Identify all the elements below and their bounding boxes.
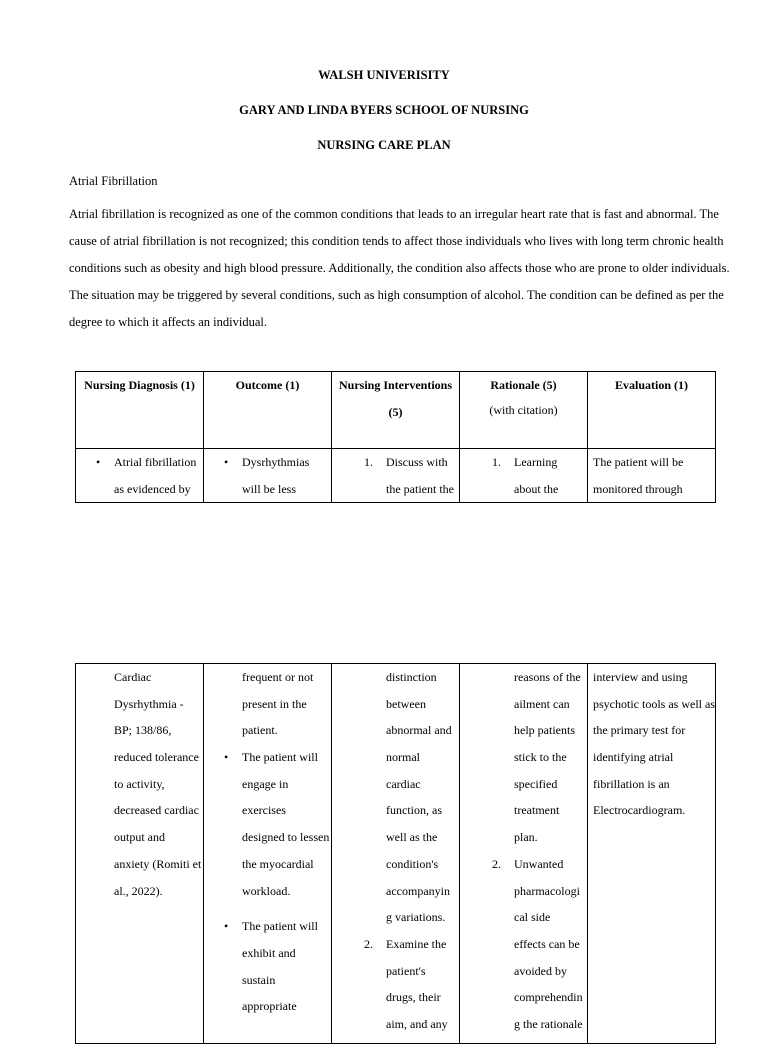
table-row	[76, 449, 716, 503]
cell-diagnosis: • Atrial fibrillation as evidenced by	[76, 449, 204, 503]
cell-evaluation: interview and using psychotic tools as well as the primary test for identifying atrial fibrillation is an Electrocardiogram.	[588, 664, 716, 1044]
paragraph-line: conditions such as obesity and high blood pressure. Additionally, the condition also affects those who are prone to older individuals.	[69, 261, 730, 275]
cell-outcome: • Dysrhythmias will be less	[204, 449, 332, 503]
care-plan-table-part2	[75, 663, 716, 1044]
school-title: GARY AND LINDA BYERS SCHOOL OF NURSING	[239, 103, 529, 117]
intro-paragraph	[69, 201, 730, 336]
cell-outcome: frequent or not present in the patient. • The patient will engage in exercises designed to lessen the myocardial workload. • The patient will exhibit and sustain appropriate	[204, 664, 332, 1044]
university-title: WALSH UNIVERISITY	[318, 68, 450, 82]
header-evaluation: Evaluation (1)	[588, 372, 716, 449]
section-subtitle: Atrial Fibrillation	[69, 174, 158, 188]
paragraph-line: The situation may be triggered by several conditions, such as high consumption of alcohol. The condition can be defined as per the	[69, 288, 724, 302]
care-plan-table-part1	[75, 371, 716, 503]
paragraph-line: Atrial fibrillation is recognized as one of the common conditions that leads to an irregular heart rate that is fast and abnormal. The	[69, 207, 719, 221]
paragraph-line: degree to which it affects an individual.	[69, 315, 267, 329]
cell-interventions: distinction between abnormal and normal cardiac function, as well as the condition's accompanyin g variations. 2. Examine the patient's drugs, their aim, and any	[332, 664, 460, 1044]
cell-rationale: 1. Learning about the	[460, 449, 588, 503]
cell-interventions: 1. Discuss with the patient the	[332, 449, 460, 503]
header-interventions: Nursing Interventions (5)	[332, 372, 460, 449]
cell-evaluation: The patient will be monitored through	[588, 449, 716, 503]
cell-rationale: reasons of the ailment can help patients stick to the specified treatment plan. 2. Unwanted pharmacologi cal side effects can be avoided by comprehendin g the rationale	[460, 664, 588, 1044]
table-row	[76, 664, 716, 1044]
header-outcome: Outcome (1)	[204, 372, 332, 449]
document-title: NURSING CARE PLAN	[317, 138, 451, 152]
table-header-row	[76, 372, 716, 449]
cell-diagnosis: Cardiac Dysrhythmia - BP; 138/86, reduced tolerance to activity, decreased cardiac output and anxiety (Romiti et al., 2022).	[76, 664, 204, 1044]
paragraph-line: cause of atrial fibrillation is not recognized; this condition tends to affect those individuals who lives with long term chronic health	[69, 234, 724, 248]
header-diagnosis: Nursing Diagnosis (1)	[76, 372, 204, 449]
header-rationale: Rationale (5) (with citation)	[460, 372, 588, 449]
